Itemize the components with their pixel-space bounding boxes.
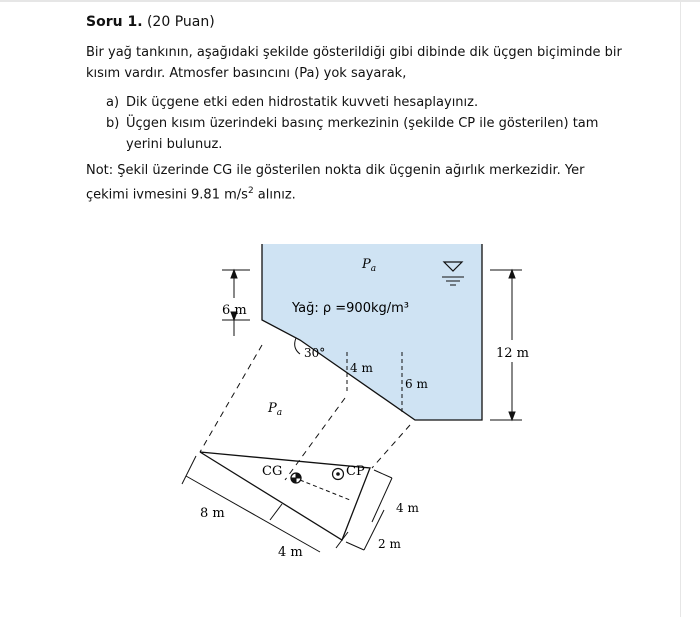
- dim-6m-vert-label: 6 m: [405, 377, 428, 391]
- intro-line-2: kısım vardır. Atmosfer basıncını (Pa) yok sayarak,: [86, 66, 407, 81]
- dim-6m-left-label: 6 m: [222, 303, 247, 318]
- dim-4m-vert-label: 4 m: [350, 361, 373, 375]
- question-number: Soru 1.: [86, 14, 143, 30]
- item-b-text: Üçgen kısım üzerindeki basınç merkezinin (şekilde CP ile gösterilen) tam: [126, 116, 599, 131]
- dim-4m-bottom: [270, 504, 348, 548]
- pa-top-label: $P_a$: [362, 257, 377, 274]
- dim-12m-label: 12 m: [496, 346, 530, 361]
- pa-side-label: $P_a$: [268, 401, 283, 418]
- item-b-text-2: yerini bulunuz.: [126, 137, 223, 152]
- dim-4m-right-label: 4 m: [396, 501, 419, 515]
- cp-label: CP: [346, 464, 365, 479]
- note-line-1: Not: Şekil üzerinde CG ile gösterilen nokta dik üçgenin ağırlık merkezidir. Yer: [86, 163, 585, 178]
- fluid-label: Yağ: ρ =900kg/m³: [292, 301, 410, 316]
- dim-2m-label: 2 m: [378, 537, 401, 551]
- intro-line-1: Bir yağ tankının, aşağıdaki şekilde gösterildiği gibi dibinde dik üçgen biçiminde bir: [86, 45, 622, 60]
- angle-label: 30°: [304, 346, 326, 360]
- cp-marker-icon: [333, 469, 344, 480]
- question-points: (20 Puan): [146, 14, 215, 30]
- item-a-text: Dik üçgene etki eden hidrostatik kuvveti hesaplayınız.: [126, 95, 479, 110]
- dim-12m: [490, 270, 522, 420]
- dim-8m: [182, 456, 320, 552]
- item-b-label: b): [106, 116, 120, 131]
- cg-marker-icon: [291, 473, 301, 483]
- triangle-area: [200, 452, 370, 540]
- dim-8m-label: 8 m: [200, 506, 225, 521]
- cg-label: CG: [262, 464, 283, 479]
- note-line-2: çekimi ivmesini 9.81 $m/s^2$ alınız.: [86, 186, 296, 203]
- item-a-label: a): [106, 95, 120, 110]
- dim-4m-bottom-label: 4 m: [278, 545, 303, 560]
- angle-arc: [295, 338, 300, 354]
